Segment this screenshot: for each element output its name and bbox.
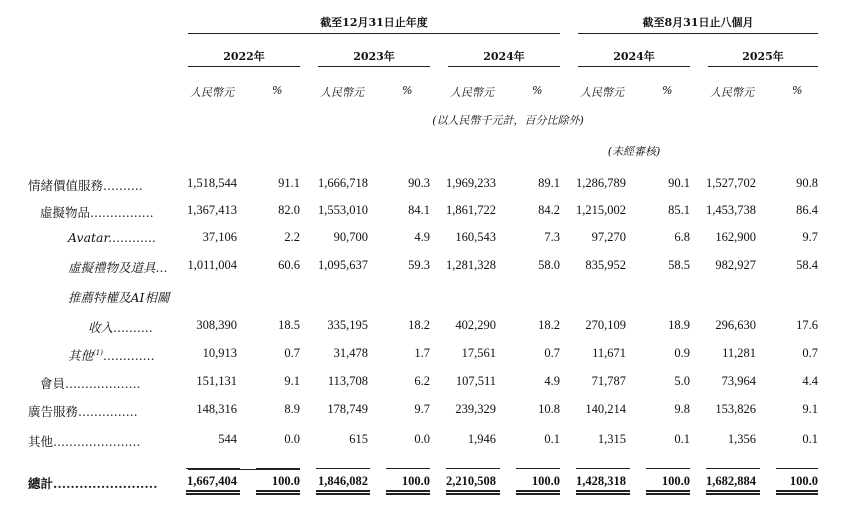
amount-cell: 178,749 [327, 402, 368, 416]
row-label-text: 情緒價值服務 [28, 178, 104, 193]
year-divider [578, 66, 690, 67]
amount-cell: 835,952 [585, 258, 626, 272]
percent-label: % [532, 84, 543, 97]
percent-cell: 18.9 [668, 318, 690, 332]
year-divider [318, 66, 430, 67]
currency-label: 人民幣元 [710, 86, 754, 99]
percent-cell: 90.8 [796, 176, 818, 190]
leader-dots: ................ [90, 205, 154, 220]
amount-cell: 402,290 [455, 318, 496, 332]
percent-cell: 58.0 [538, 258, 560, 272]
amount-cell: 615 [349, 432, 368, 446]
percent-cell: 4.9 [544, 374, 560, 388]
currency-label: 人民幣元 [320, 86, 364, 99]
amount-cell: 140,214 [585, 402, 626, 416]
amount-cell: 1,453,738 [706, 203, 756, 217]
percent-cell: 58.4 [796, 258, 818, 272]
amount-cell: 31,478 [333, 346, 368, 360]
percent-cell: 17.6 [796, 318, 818, 332]
amount-cell: 73,964 [721, 374, 756, 388]
unit-note: (以人民幣千元計，百分比除外) [432, 114, 584, 127]
amount-cell: 1,367,413 [187, 203, 237, 217]
double-underline [386, 490, 430, 492]
row-label [88, 318, 153, 336]
subtotal-rule [516, 468, 560, 469]
percent-cell: 6.2 [414, 374, 430, 388]
percent-cell: 85.1 [668, 203, 690, 217]
row-label-text: Avatar [68, 230, 109, 245]
percent-cell: 100.0 [789, 474, 818, 488]
subtotal-rule [446, 468, 500, 469]
currency-label: 人民幣元 [190, 86, 234, 99]
percent-cell: 100.0 [401, 474, 430, 488]
year-header-2022: 2022年 [223, 50, 265, 63]
amount-cell: 162,900 [715, 230, 756, 244]
double-underline [386, 493, 430, 495]
amount-cell: 160,543 [455, 230, 496, 244]
leader-dots: ............ [108, 230, 156, 245]
amount-cell: 1,215,002 [576, 203, 626, 217]
percent-cell: 2.2 [284, 230, 300, 244]
amount-cell: 296,630 [715, 318, 756, 332]
percent-cell: 90.1 [668, 176, 690, 190]
percent-cell: 4.4 [802, 374, 818, 388]
row-label [28, 474, 157, 492]
leader-dots: ...................... [53, 434, 141, 449]
amount-cell: 17,561 [461, 346, 496, 360]
percent-cell: 90.3 [408, 176, 430, 190]
double-underline [316, 490, 370, 492]
row-label [28, 402, 138, 420]
percent-cell: 9.1 [802, 402, 818, 416]
percent-cell: 86.4 [796, 203, 818, 217]
year-header-2025: 2025年 [742, 50, 784, 63]
percent-cell: 0.7 [284, 346, 300, 360]
amount-cell: 1,095,637 [318, 258, 368, 272]
percent-cell: 9.7 [802, 230, 818, 244]
amount-cell: 270,109 [585, 318, 626, 332]
amount-cell: 37,106 [202, 230, 237, 244]
row-label [28, 176, 143, 194]
leader-dots: ... [155, 260, 168, 275]
period-header-eight-months: 截至8月31日止八個月 [642, 16, 754, 29]
year-divider [708, 66, 818, 67]
percent-label: % [792, 84, 803, 97]
year-header-2023: 2023年 [353, 50, 395, 63]
period-header-full-year: 截至12月31日止年度 [320, 16, 428, 29]
amount-cell: 97,270 [591, 230, 626, 244]
percent-cell: 91.1 [278, 176, 300, 190]
leader-dots: ............. [102, 348, 155, 363]
percent-label: % [402, 84, 413, 97]
double-underline [446, 493, 500, 495]
double-underline [516, 490, 560, 492]
percent-cell: 0.1 [674, 432, 690, 446]
row-label-text: 虛擬物品 [40, 205, 91, 220]
percent-cell: 9.8 [674, 402, 690, 416]
percent-cell: 7.3 [544, 230, 560, 244]
double-underline [576, 490, 630, 492]
amount-cell: 239,329 [455, 402, 496, 416]
row-label-text: 其他 [68, 348, 94, 363]
amount-cell: 1,315 [597, 432, 626, 446]
percent-cell: 0.7 [802, 346, 818, 360]
row-label [68, 258, 167, 276]
double-underline [446, 490, 500, 492]
amount-cell: 1,666,718 [318, 176, 368, 190]
amount-cell: 151,131 [196, 374, 237, 388]
period-divider-full-year [188, 33, 560, 34]
amount-cell: 153,826 [715, 402, 756, 416]
period-divider-eight-months [578, 33, 818, 34]
amount-cell: 10,913 [202, 346, 237, 360]
amount-cell: 544 [218, 432, 237, 446]
amount-cell: 1,286,789 [576, 176, 626, 190]
amount-cell: 1,518,544 [187, 176, 237, 190]
double-underline [516, 493, 560, 495]
amount-cell: 1,356 [727, 432, 756, 446]
subtotal-rule [386, 468, 430, 469]
amount-cell: 90,700 [333, 230, 368, 244]
double-underline [706, 490, 760, 492]
year-header-2024-8m: 2024年 [613, 50, 655, 63]
percent-label: % [272, 84, 283, 97]
row-label [68, 346, 155, 364]
row-label [40, 203, 154, 221]
amount-cell: 11,671 [592, 346, 626, 360]
amount-cell: 308,390 [196, 318, 237, 332]
row-label-text: 會員 [40, 376, 66, 391]
percent-cell: 84.2 [538, 203, 560, 217]
double-underline [186, 490, 240, 492]
percent-cell: 6.8 [674, 230, 690, 244]
row-label [28, 432, 140, 450]
percent-cell: 0.1 [802, 432, 818, 446]
double-underline [256, 493, 300, 495]
percent-cell: 0.9 [674, 346, 690, 360]
leader-dots: ............... [78, 404, 138, 419]
percent-cell: 18.5 [278, 318, 300, 332]
double-underline [776, 493, 818, 495]
double-underline [186, 493, 240, 495]
row-label-text: 收入 [88, 320, 114, 335]
percent-cell: 100.0 [661, 474, 690, 488]
total-rule [256, 469, 300, 470]
row-label [68, 288, 169, 306]
percent-cell: 1.7 [414, 346, 430, 360]
subtotal-rule [316, 468, 370, 469]
percent-cell: 89.1 [538, 176, 560, 190]
percent-cell: 58.5 [668, 258, 690, 272]
amount-cell: 113,708 [327, 374, 368, 388]
footnote-marker: (1) [93, 348, 103, 357]
amount-cell: 1,011,004 [187, 258, 237, 272]
percent-cell: 59.3 [408, 258, 430, 272]
percent-cell: 100.0 [271, 474, 300, 488]
double-underline [706, 493, 760, 495]
amount-cell: 1,527,702 [706, 176, 756, 190]
percent-cell: 84.1 [408, 203, 430, 217]
percent-cell: 5.0 [674, 374, 690, 388]
percent-cell: 9.1 [284, 374, 300, 388]
amount-cell: 1,428,318 [576, 474, 626, 488]
percent-cell: 10.8 [538, 402, 560, 416]
leader-dots: .......... [113, 320, 153, 335]
amount-cell: 1,861,722 [446, 203, 496, 217]
row-label-text: 總計 [28, 476, 54, 491]
amount-cell: 1,667,404 [187, 474, 237, 488]
leader-dots: .......... [103, 178, 143, 193]
percent-cell: 60.6 [278, 258, 300, 272]
currency-label: 人民幣元 [450, 86, 494, 99]
percent-cell: 0.0 [284, 432, 300, 446]
amount-cell: 11,281 [722, 346, 756, 360]
subtotal-rule [776, 468, 818, 469]
subtotal-rule [576, 468, 630, 469]
percent-cell: 0.7 [544, 346, 560, 360]
amount-cell: 1,946 [467, 432, 496, 446]
percent-cell: 8.9 [284, 402, 300, 416]
subtotal-rule [646, 468, 690, 469]
row-label-text: 虛擬禮物及道具 [68, 260, 156, 275]
amount-cell: 1,281,328 [446, 258, 496, 272]
row-label [68, 230, 156, 245]
currency-label: 人民幣元 [580, 86, 624, 99]
amount-cell: 1,969,233 [446, 176, 496, 190]
year-header-2024: 2024年 [483, 50, 525, 63]
amount-cell: 2,210,508 [446, 474, 496, 488]
percent-cell: 0.1 [544, 432, 560, 446]
amount-cell: 1,682,884 [706, 474, 756, 488]
amount-cell: 148,316 [196, 402, 237, 416]
row-label-text: 廣告服務 [28, 404, 79, 419]
amount-cell: 71,787 [591, 374, 626, 388]
percent-cell: 9.7 [414, 402, 430, 416]
row-label [40, 374, 141, 392]
percent-cell: 18.2 [408, 318, 430, 332]
double-underline [576, 493, 630, 495]
percent-label: % [662, 84, 673, 97]
percent-cell: 0.0 [414, 432, 430, 446]
double-underline [256, 490, 300, 492]
year-divider [188, 66, 300, 67]
percent-cell: 82.0 [278, 203, 300, 217]
percent-cell: 4.9 [414, 230, 430, 244]
subtotal-rule [706, 468, 760, 469]
leader-dots: ................... [65, 376, 141, 391]
year-divider [448, 66, 560, 67]
double-underline [776, 490, 818, 492]
leader-dots: ........................ [53, 476, 158, 491]
amount-cell: 107,511 [455, 374, 496, 388]
unaudited-note: (未經審核) [607, 145, 661, 158]
percent-cell: 100.0 [531, 474, 560, 488]
double-underline [646, 493, 690, 495]
amount-cell: 1,553,010 [318, 203, 368, 217]
percent-cell: 18.2 [538, 318, 560, 332]
double-underline [646, 490, 690, 492]
row-label-text: 推薦特權及AI相關 [68, 290, 170, 305]
amount-cell: 982,927 [715, 258, 756, 272]
amount-cell: 1,846,082 [318, 474, 368, 488]
row-label-text: 其他 [28, 434, 54, 449]
amount-cell: 335,195 [327, 318, 368, 332]
double-underline [316, 493, 370, 495]
